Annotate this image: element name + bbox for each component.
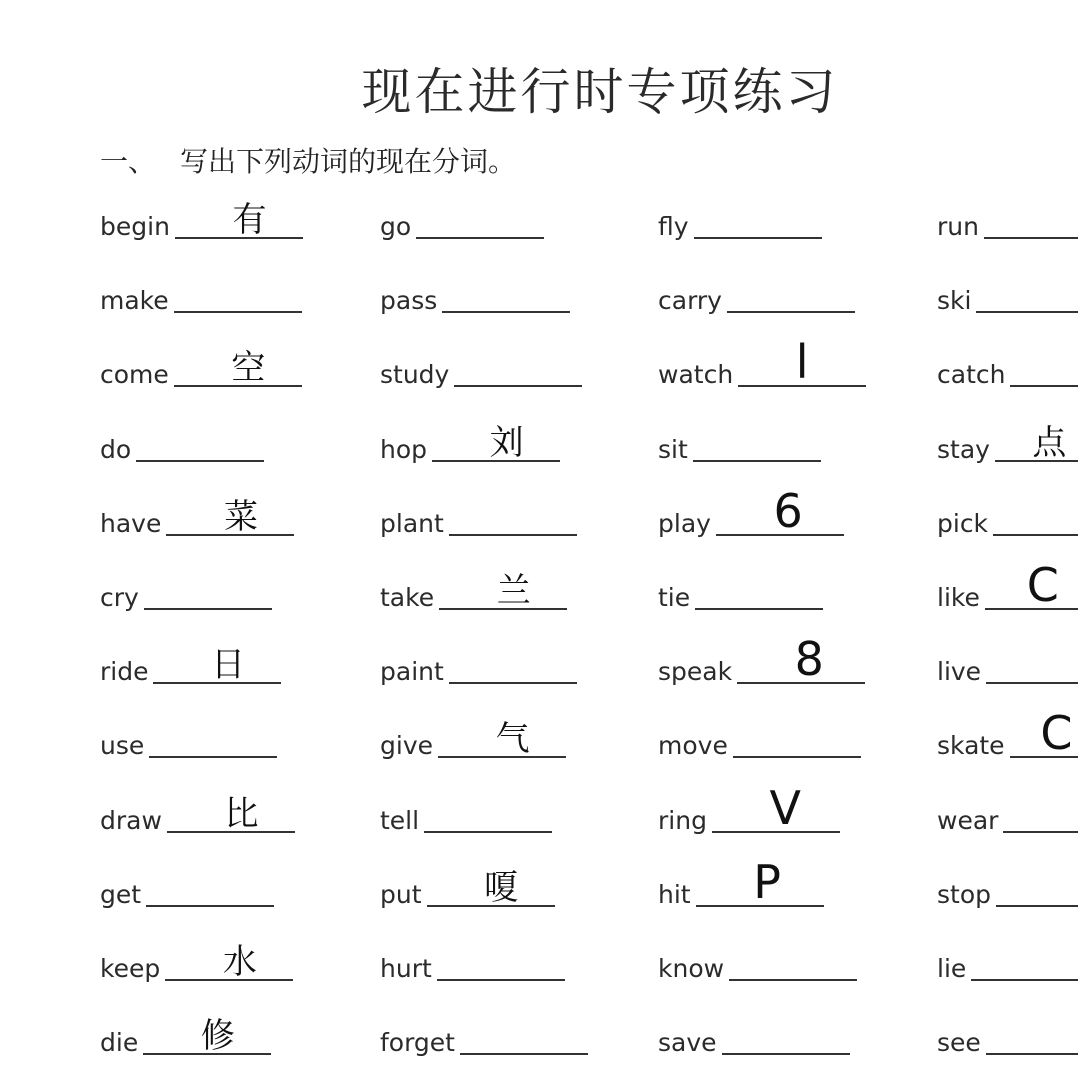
answer-blank[interactable] bbox=[727, 311, 855, 313]
worksheet-title: 现在进行时专项练习 bbox=[361, 63, 839, 121]
verb-label: draw bbox=[100, 805, 162, 835]
verb-label: stop bbox=[937, 879, 991, 909]
verb-label: move bbox=[658, 731, 728, 761]
handwritten-answer: 气 bbox=[495, 719, 530, 760]
handwritten-answer: 刘 bbox=[489, 422, 524, 463]
verb-label: give bbox=[380, 731, 433, 761]
answer-blank[interactable] bbox=[174, 311, 302, 313]
answer-blank[interactable] bbox=[442, 311, 570, 313]
verb-label: sit bbox=[658, 434, 688, 464]
verb-label: play bbox=[658, 508, 711, 538]
verb-label: keep bbox=[100, 954, 161, 983]
answer-blank[interactable] bbox=[437, 979, 565, 981]
verb-label: live bbox=[937, 657, 982, 687]
verb-label: fly bbox=[658, 212, 689, 241]
verb-label: begin bbox=[100, 212, 170, 241]
verb-label: know bbox=[658, 954, 725, 983]
verb-label: get bbox=[100, 879, 142, 909]
answer-blank[interactable] bbox=[722, 1053, 850, 1055]
handwritten-answer: P bbox=[753, 854, 781, 909]
answer-blank[interactable] bbox=[416, 237, 544, 239]
verb-label: pass bbox=[380, 286, 438, 316]
answer-blank[interactable] bbox=[986, 682, 1078, 684]
verb-label: save bbox=[658, 1028, 717, 1058]
verb-label: have bbox=[100, 508, 162, 538]
verb-label: take bbox=[380, 583, 435, 612]
handwritten-answer: 8 bbox=[794, 632, 824, 687]
answer-blank[interactable] bbox=[733, 756, 861, 758]
answer-blank[interactable] bbox=[146, 905, 274, 907]
answer-blank[interactable] bbox=[993, 534, 1078, 536]
handwritten-answer: 比 bbox=[224, 793, 259, 834]
verb-label: make bbox=[100, 286, 169, 316]
verb-label: tie bbox=[658, 583, 691, 612]
handwritten-answer: 水 bbox=[222, 942, 257, 982]
answer-blank[interactable] bbox=[449, 534, 577, 536]
handwritten-answer: 修 bbox=[200, 1016, 235, 1057]
answer-blank[interactable] bbox=[1003, 831, 1078, 833]
verb-label: go bbox=[380, 212, 412, 241]
answer-blank[interactable] bbox=[454, 385, 582, 387]
handwritten-answer: 空 bbox=[231, 348, 266, 389]
handwritten-answer: 点 bbox=[1032, 422, 1067, 463]
verb-label: use bbox=[100, 731, 145, 761]
verb-label: carry bbox=[658, 286, 722, 316]
answer-blank[interactable] bbox=[729, 979, 857, 981]
handwritten-answer: 日 bbox=[211, 645, 246, 686]
verb-label: speak bbox=[658, 657, 733, 687]
verb-label: stay bbox=[937, 434, 990, 464]
verb-label: cry bbox=[100, 583, 139, 612]
verb-label: like bbox=[937, 583, 980, 612]
verb-label: tell bbox=[380, 805, 420, 835]
handwritten-answer: 兰 bbox=[496, 571, 531, 611]
verb-label: hurt bbox=[380, 954, 432, 983]
answer-blank[interactable] bbox=[984, 237, 1078, 239]
handwritten-answer: 菜 bbox=[223, 496, 258, 537]
verb-label: see bbox=[937, 1028, 981, 1058]
verb-label: ride bbox=[100, 657, 149, 687]
verb-label: watch bbox=[658, 360, 734, 390]
handwritten-answer: 有 bbox=[232, 200, 267, 240]
answer-blank[interactable] bbox=[695, 608, 823, 610]
handwritten-answer: C bbox=[1026, 558, 1059, 612]
verb-label: catch bbox=[937, 360, 1006, 390]
verb-label: pick bbox=[937, 508, 989, 538]
answer-blank[interactable] bbox=[986, 1053, 1078, 1055]
answer-blank[interactable] bbox=[971, 979, 1078, 981]
verb-label: lie bbox=[937, 954, 967, 983]
verb-label: ski bbox=[937, 286, 972, 316]
verb-label: come bbox=[100, 360, 169, 390]
verb-label: hop bbox=[380, 434, 428, 464]
verb-label: put bbox=[380, 879, 422, 909]
handwritten-answer: l bbox=[795, 335, 809, 390]
handwritten-answer: V bbox=[769, 780, 802, 835]
verb-label: run bbox=[937, 212, 979, 241]
answer-blank[interactable] bbox=[694, 237, 822, 239]
verb-label: skate bbox=[937, 731, 1005, 761]
answer-blank[interactable] bbox=[693, 460, 821, 462]
answer-blank[interactable] bbox=[149, 756, 277, 758]
answer-blank[interactable] bbox=[460, 1053, 588, 1055]
section-number: 一、 bbox=[100, 145, 157, 178]
handwritten-answer: 嗄 bbox=[484, 867, 519, 908]
verb-label: wear bbox=[937, 805, 999, 835]
verb-label: plant bbox=[380, 508, 444, 538]
verb-label: study bbox=[380, 360, 450, 390]
section-instruction: 写出下列动词的现在分词。 bbox=[180, 145, 517, 178]
answer-blank[interactable] bbox=[976, 311, 1078, 313]
verb-label: die bbox=[100, 1028, 139, 1058]
handwritten-answer: 6 bbox=[773, 483, 803, 538]
verb-label: paint bbox=[380, 657, 444, 687]
verb-label: do bbox=[100, 434, 132, 464]
answer-blank[interactable] bbox=[996, 905, 1078, 907]
answer-blank[interactable] bbox=[1010, 385, 1078, 387]
answer-blank[interactable] bbox=[449, 682, 577, 684]
handwritten-answer: C bbox=[1040, 706, 1073, 761]
answer-blank[interactable] bbox=[424, 831, 552, 833]
answer-blank[interactable] bbox=[136, 460, 264, 462]
verb-label: hit bbox=[658, 879, 691, 909]
verb-label: ring bbox=[658, 805, 707, 835]
verb-label: forget bbox=[380, 1028, 455, 1058]
answer-blank[interactable] bbox=[144, 608, 272, 610]
